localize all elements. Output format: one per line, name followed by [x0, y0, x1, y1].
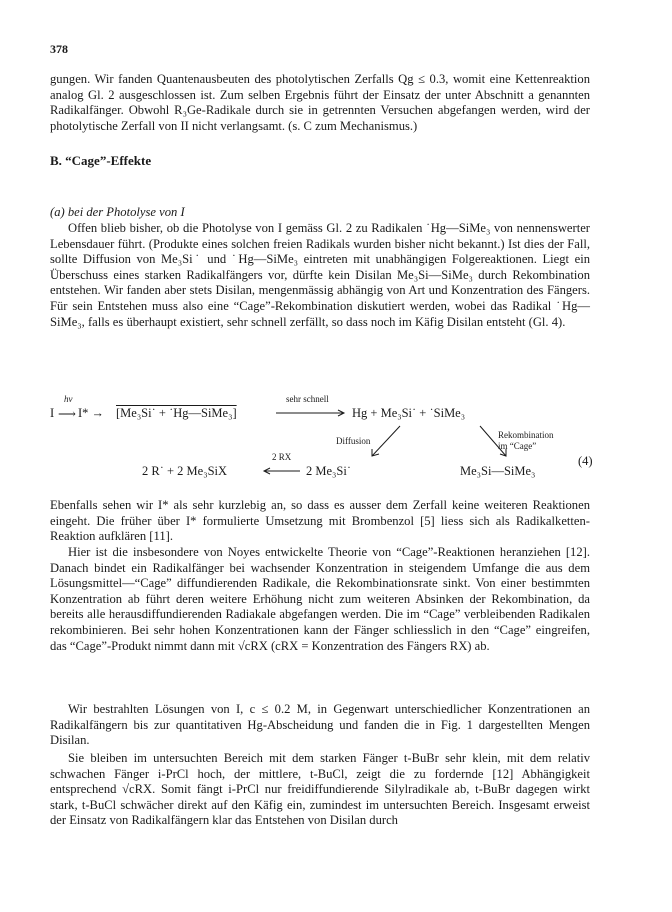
eq-middle-bottom: 2 Me₃Si˙ — [306, 464, 351, 478]
eq-start: I — [50, 406, 55, 420]
eq-products: Hg + Me₃Si˙ + ˙SiMe₃ — [352, 406, 466, 420]
paragraph-1: gungen. Wir fanden Quantenausbeuten des photolytischen Zerfalls Qg ≤ 0.3, womit eine Kettenreaktion analog Gl. 2 ausgeschlossen ist. Zum selben Ergebnis führt der Einsatz der unter Abschnitt a genannten Radikalfänger. Obwohl R₃Ge-Radikale durch sie in getrennten Versuchen abgefangen werden, wird der photolytische Zerfall von II nicht verlangsamt. (s. C zum Mechanismus.) — [50, 72, 590, 133]
eq-arrow-diffusion — [366, 424, 406, 460]
eq-istar: I* → — [78, 406, 105, 420]
eq-cage: [Me₃Si˙ + ˙Hg—SiMe₃] — [116, 406, 237, 420]
paragraph-2: Offen blieb bisher, ob die Photolyse von I gemäss Gl. 2 zu Radikalen ˙Hg—SiMe₃ von nennenswerter Lebensdauer führt. (Produkte eines solchen freien Radikals wurden bisher nicht bekannt.) Ist dies der Fall, sollte Diffusion von Me₃Si˙ und ˙Hg—SiMe₃ eintreten mit unabhängigen Folgereaktionen. Liegt ein Überschuss eines starken Radikalfängers vor, dürfte kein Disilan Me₃Si—SiMe₃ durch Rekombination entstehen. Wir fanden aber stets Disilan, mengenmässig abhängig von Art und Konzentration des Fängers. Für sein Entstehen muss also eine “Cage”-Rekombination diskutiert werden, wobei das Radikal ˙Hg—SiMe₃, falls es überhaupt existiert, sehr schnell zerfällt, so dass noch im Käfig Disilan entsteht (Gl. 4). — [50, 221, 590, 329]
subsection-heading-a: (a) bei der Photolyse von I — [50, 205, 185, 219]
eq-recomb-label-2: im “Cage” — [498, 441, 537, 451]
eq-recomb-label-1: Rekombination — [498, 430, 554, 440]
paragraph-3: Ebenfalls sehen wir I* als sehr kurzlebig an, so dass es ausser dem Zerfall keine weiteren Reaktionen eingeht. Die früher über I* formulierte Umsetzung mit Brombenzol [5] liess sich als Radikalketten-Reaktion aufklären [11]. — [50, 498, 590, 544]
eq-hv-label: hν — [64, 394, 73, 404]
eq-fast-label: sehr schnell — [286, 394, 329, 404]
paragraph-6: Sie bleiben im untersuchten Bereich mit dem starken Fänger t-BuBr sehr klein, mit dem relativ schwachen Fänger i-PrCl hoch, der mittlere, t-BuCl, zeigt die zu fordernde [12] Abhängigkeit entsprechend √cRX. Somit fängt i-PrCl nur freidiffundierende Silylradikale ab, t-BuBr dagegen wirkt stark, t-BuCl schwächer direkt auf den Käfig ein, zumindest im untersuchten Bereich. Insgesamt erweist der Einsatz von Radikalfängern klar das Entstehen von Disilan durch — [50, 751, 590, 828]
eq-number: (4) — [578, 454, 593, 468]
section-heading-b: B. “Cage”-Effekte — [50, 153, 152, 168]
eq-arrow-1: ⟶ — [58, 407, 76, 421]
equation-4 — [50, 394, 610, 500]
eq-arrow-fast — [276, 408, 348, 418]
eq-rx-label: 2 RX — [272, 452, 292, 462]
paragraph-4: Hier ist die insbesondere von Noyes entwickelte Theorie von “Cage”-Reaktionen heranziehen [12]. Danach bindet ein Radikalfänger bei wachsender Konzentration in steigendem Umfange die aus dem Lösungsmittel—“Cage” diffundierenden Radikale, die Rekombinationsrate sinkt. Von einer bestimmten Konzentration ab führt deren weitere Erhöhung nicht zum weiteren Absinken der Rekombination, da bereits alle herausdiffundierenden Radiakale abgefangen werden. Die im “Cage” verbleibenden Radikalen rekombinieren. Bei sehr hohen Konzentrationen kann der Fänger schliesslich in den “Cage” eingreifen, das “Cage”-Produkt nimmt dann mit √cRX (cRX = Konzentration des Fängers RX) ab. — [50, 545, 590, 653]
eq-right-bottom: Me₃Si—SiMe₃ — [460, 464, 536, 478]
eq-arrow-rx — [262, 466, 302, 476]
page-number: 378 — [50, 42, 68, 56]
eq-left-bottom: 2 R˙ + 2 Me₃SiX — [142, 464, 228, 478]
paragraph-5: Wir bestrahlten Lösungen von I, c ≤ 0.2 M, in Gegenwart unterschiedlicher Konzentrationen an Radikalfängern bis zur quantitativen Hg-Abscheidung und fanden die in Fig. 1 dargestellten Mengen Disilan. — [50, 702, 590, 748]
eq-diffusion-label: Diffusion — [336, 436, 371, 446]
